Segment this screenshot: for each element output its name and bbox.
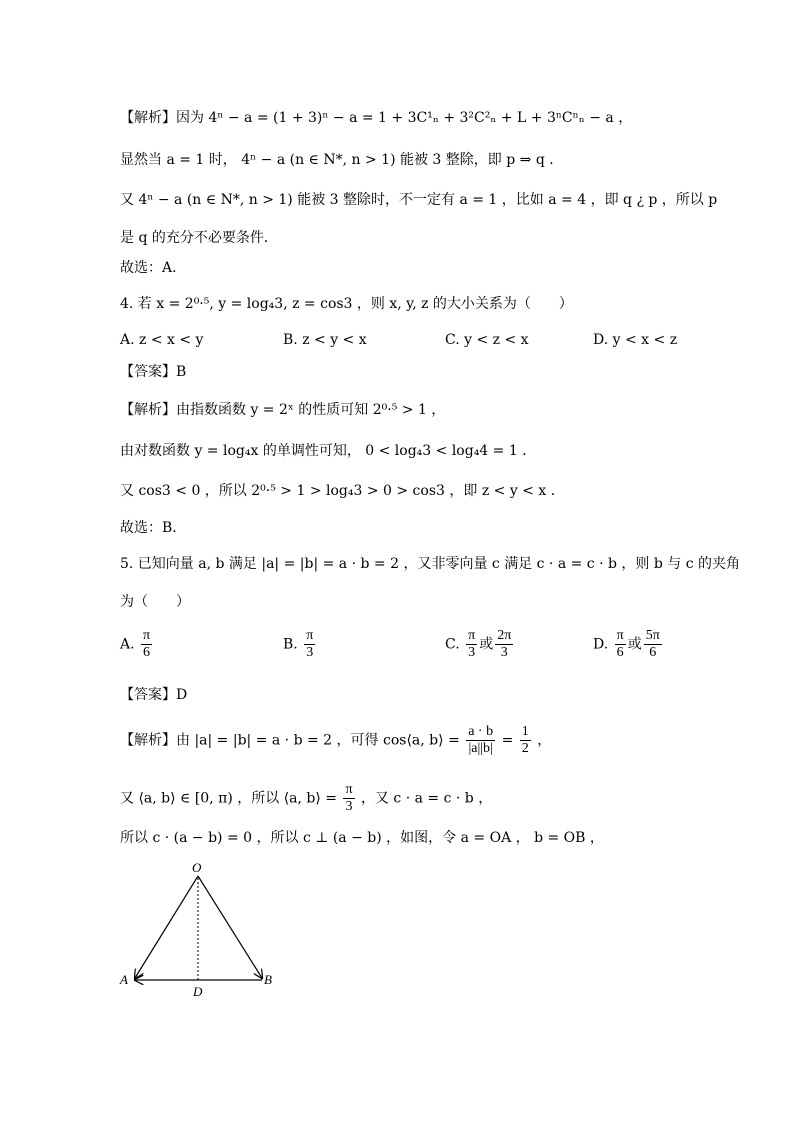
question-5-line-2: 为（ ） [120,594,190,610]
solution-line-1: 【解析】因为 4ⁿ − a = (1 + 3)ⁿ − a = 1 + 3C¹ₙ + 3²C²ₙ + L + 3ⁿCⁿₙ − a ， [120,110,633,126]
q4-solution-1: 【解析】由指数函数 y = 2ˣ 的性质可知 2⁰·⁵ > 1 ， [120,402,446,418]
segment-ob [198,876,262,978]
triangle-svg [116,860,286,1000]
q4-solution-3: 又 cos3 < 0 ，所以 2⁰·⁵ > 1 > log₄3 > 0 > cos3 ，即 z < y < x ． [120,483,565,499]
answer-4: 【答案】B [120,364,187,380]
q4-option-a: A. z < x < y [120,332,204,348]
q4-option-d: D. y < x < z [593,332,678,348]
q5-solution-1-fraction: $\frac{a \cdot b}{|a||b|}$ [468,724,494,756]
q5-option-c-or: 或 [479,636,494,653]
q5-solution-2 [120,782,492,815]
q5-option-a-label: A. [120,636,135,653]
q5-option-d-or: 或 [627,636,642,653]
label-b: B [264,972,272,987]
q5-option-d-label: D. [593,636,609,653]
question-5-line-1: 5. 已知向量 a, b 满足 |a| = |b| = a · b = 2 ，又非零向量 c 满足 c · a = c · b ，则 b 与 c 的夹角 [120,556,741,572]
q5-option-a [120,628,154,661]
q5-option-d-fraction-2: $\frac{5\pi}{6}$ [645,628,660,660]
q5-solution-1-comma: ， [537,732,552,749]
q5-solution-1-text: 【解析】由 |a| = |b| = a · b = 2 ，可得 cos⟨a, b⟩ = [120,732,460,749]
q5-solution-1 [120,724,551,757]
solution-line-2: 显然当 a = 1 时， 4ⁿ − a (n ∈ N*, n > 1) 能被 3 整除，即 p ⇒ q ． [120,152,564,168]
question-4: 4. 若 x = 2⁰·⁵, y = log₄3, z = cos3 ，则 x, y, z 的大小关系为（ ） [120,296,573,312]
q5-option-d [593,628,664,661]
q5-option-b [283,628,317,661]
q5-solution-1-equals: = [501,732,514,749]
choice-line-1: 故选：A． [120,260,187,276]
q5-solution-3: 所以 c · (a − b) = 0 ，所以 c ⊥ (a − b) ，如图，令 a = OA ， b = OB ， [120,830,604,846]
q5-option-c [445,628,515,661]
q4-option-b: B. z < y < x [283,332,367,348]
solution-line-3: 又 4ⁿ − a (n ∈ N*, n > 1) 能被 3 整除时，不一定有 a = 1 ，比如 a = 4 ，即 q ¿ p ，所以 p [120,192,718,208]
segment-oa [135,876,198,978]
q4-solution-2: 由对数函数 y = log₄x 的单调性可知， 0 < log₄3 < log₄4 = 1 ． [120,443,537,459]
label-o: O [192,860,202,875]
q5-solution-2-tail: ，又 c · a = c · b ， [360,790,493,807]
q5-solution-1-half: $\frac{1}{2}$ [521,724,529,756]
q4-choice: 故选：B． [120,520,187,536]
q4-option-c: C. y < z < x [445,332,529,348]
label-a: A [120,972,128,987]
q5-option-b-fraction: $\frac{\pi}{3}$ [306,628,314,660]
q5-option-c-label: C. [445,636,460,653]
q5-option-c-fraction-2: $\frac{2\pi}{3}$ [497,628,512,660]
q5-option-b-label: B. [283,636,298,653]
solution-line-4: 是 q 的充分不必要条件． [120,230,278,246]
q5-solution-2-text: 又 ⟨a, b⟩ ∈ [0, π) ，所以 ⟨a, b⟩ = [120,790,337,807]
answer-5: 【答案】D [120,687,188,703]
q5-option-d-fraction-1: $\frac{\pi}{6}$ [616,628,624,660]
triangle-figure [116,860,286,1004]
label-d: D [193,984,203,999]
q5-option-c-fraction-1: $\frac{\pi}{3}$ [468,628,476,660]
q5-option-a-fraction: $\frac{\pi}{6}$ [143,628,151,660]
q5-solution-2-fraction: $\frac{\pi}{3}$ [345,782,353,814]
